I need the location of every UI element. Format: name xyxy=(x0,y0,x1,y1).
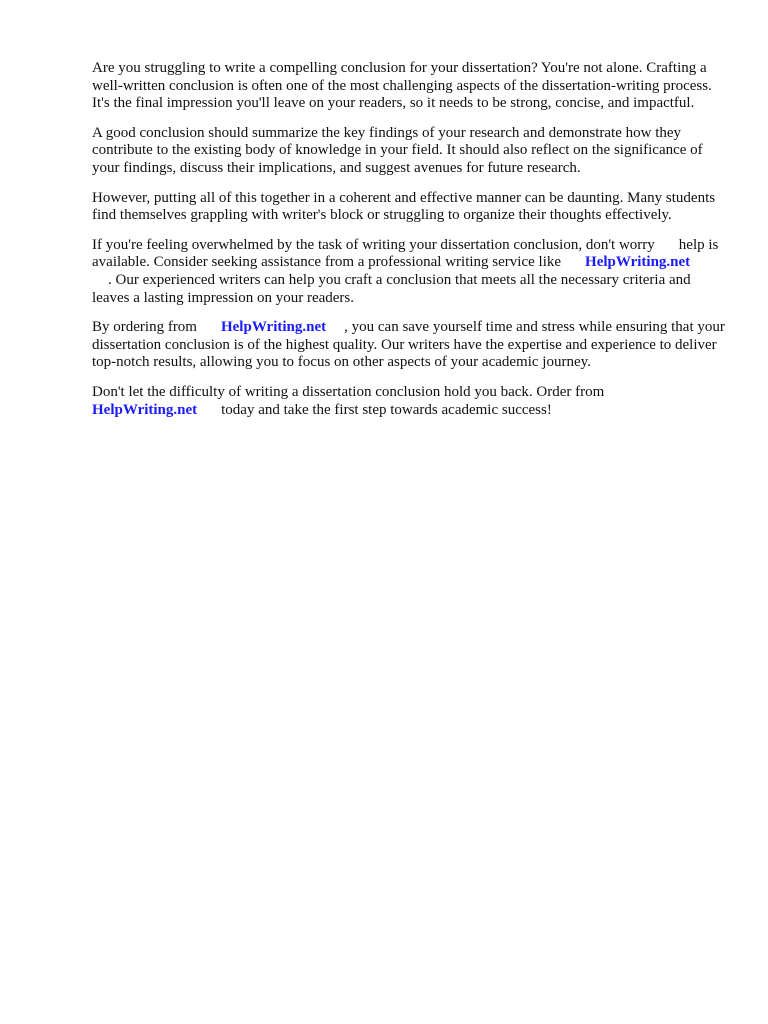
paragraph-ordering-text-before: By ordering from xyxy=(92,319,197,336)
paragraph-ordering-text-after: , you can save yourself time and stress while ensuring that your dissertation conclusion is of the highest quality. Our writers have the expertise and experience to deliver top-notch results, allowing you to focus on other aspects of your academic journey. xyxy=(92,319,725,371)
paragraph-ordering xyxy=(92,319,728,372)
paragraph-cta-text-before: Don't let the difficulty of writing a dissertation conclusion hold you back. Order from xyxy=(92,383,605,400)
paragraph-daunting: However, putting all of this together in a coherent and effective manner can be daunting. Many students find themselves grappling with writer's block or struggling to organize their thoughts effectively. xyxy=(92,189,716,224)
helpwriting-link[interactable]: HelpWriting.net xyxy=(92,401,198,418)
document-body xyxy=(92,60,728,431)
paragraph-good-conclusion: A good conclusion should summarize the key findings of your research and demonstrate how they contribute to the existing body of knowledge in your field. It should also reflect on the significance of your findings, discuss their implications, and suggest avenues for future research. xyxy=(92,124,703,176)
helpwriting-link[interactable]: HelpWriting.net xyxy=(585,254,691,271)
paragraph-intro: Are you struggling to write a compelling conclusion for your dissertation? You're not alone. Crafting a well-written conclusion is often one of the most challenging aspects of the dissertation-writing process. It's the final impression you'll leave on your readers, so it needs to be strong, concise, and impactful. xyxy=(92,60,712,112)
paragraph-help-text-after: . Our experienced writers can help you craft a conclusion that meets all the necessary criteria and leaves a lasting impression on your readers. xyxy=(92,271,691,306)
paragraph-help-text-middle: help is available. Consider seeking assistance from a professional writing service like xyxy=(92,236,719,271)
paragraph-help-available xyxy=(92,237,728,307)
paragraph-cta-text-after: today and take the first step towards academic success! xyxy=(221,401,552,418)
helpwriting-link[interactable]: HelpWriting.net xyxy=(220,319,327,336)
paragraph-help-text-before: If you're feeling overwhelmed by the task of writing your dissertation conclusion, don't worry xyxy=(92,236,655,253)
paragraph-call-to-action xyxy=(92,384,728,419)
